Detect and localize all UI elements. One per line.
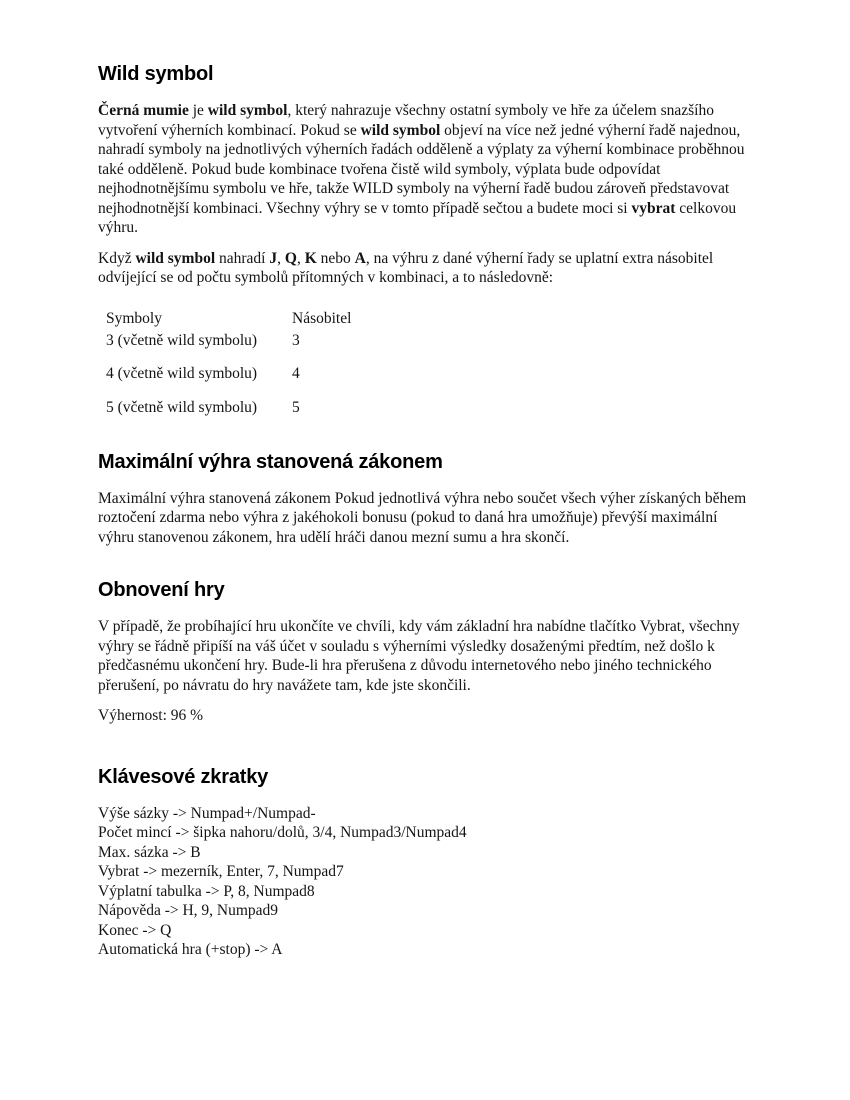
section-keyboard-shortcuts [98,764,754,960]
paragraph-rtp: Výhernost: 96 % [98,707,204,724]
section-game-resume [98,577,754,726]
table-cell-multiplier: 3 [292,331,300,349]
paragraph-wild-symbol-1: Černá mumie je wild symbol, který nahrazuje všechny ostatní symboly ve hře za účelem snazšího vytvoření výherních kombinací. Pokud se wild symbol objeví na více než jedné výherní řadě najednou, nahradí symboly na jednotlivých výherních řadách odděleně a výplaty za výherní kombinace proběhnou také odděleně. Pokud bude kombinace tvořena čistě wild symboly, výplata bude odpovídat nejhodnotnějšímu symbolu ve hře, takže WILD symboly na výherní řadě budou zároveň představovat nejhodnotnější kombinaci. Všechny výhry se v tomto případě sečtou a budete moci si vybrat celkovou výhru. [98,102,745,236]
paragraph-shortcut-list: Výše sázky -> Numpad+/Numpad- Počet mincí -> šipka nahoru/dolů, 3/4, Numpad3/Numpad4 Max. sázka -> B Vybrat -> mezerník, Enter, 7, Numpad7 Výplatní tabulka -> P, 8, Numpad8 Nápověda -> H, 9, Numpad9 Konec -> Q Automatická hra (+stop) -> A [98,804,467,958]
section-wild-symbol [98,61,754,419]
document-content [98,61,754,960]
table-cell-multiplier: 4 [292,365,300,382]
table-header-multiplier: Násobitel [292,309,352,327]
section-max-win [98,449,754,548]
section-heading-max-win: Maximální výhra stanovená zákonem [98,450,443,473]
paragraph-game-resume: V případě, že probíhající hru ukončíte ve chvíli, kdy vám základní hra nabídne tlačítko Vybrat, všechny výhry se řádně připíší na váš účet v souladu s výherními výsledky dosaženými předtím, než došlo k předčasnému ukončení hry. Bude-li hra přerušena z důvodu internetového nebo jiného technického přerušení, po návratu do hry navážete tam, kde jste skončili. [98,618,740,694]
section-heading-wild-symbol: Wild symbol [98,63,214,85]
table-cell-symbols: 3 (včetně wild symbolu) [106,331,258,349]
paragraph-max-win: Maximální výhra stanovená zákonem Pokud jednotlivá výhra nebo součet všech výher získaných během roztočení zdarma nebo výhra z jakéhokoli bonusu (pokud to daná hra umožňuje) převýší maximální výhru stanovenou zákonem, hra udělí hráči danou mezní sumu a hra skončí. [98,489,747,546]
table-cell-multiplier: 5 [292,398,300,416]
multiplier-table [106,308,754,419]
section-heading-keyboard-shortcuts: Klávesové zkratky [98,765,269,788]
section-heading-game-resume: Obnovení hry [98,579,225,601]
table-header-symbols: Symboly [106,309,162,327]
table-row [106,363,754,385]
table-cell-symbols: 4 (včetně wild symbolu) [106,365,258,382]
table-header-row [106,308,754,330]
table-row [106,330,754,352]
table-row [106,397,754,419]
table-cell-symbols: 5 (včetně wild symbolu) [106,398,258,416]
paragraph-wild-symbol-2: Když wild symbol nahradí J, Q, K nebo A, na výhru z dané výherní řady se uplatní extra násobitel odvíjející se od počtu symbolů přítomných v kombinaci, a to následovně: [98,249,714,286]
